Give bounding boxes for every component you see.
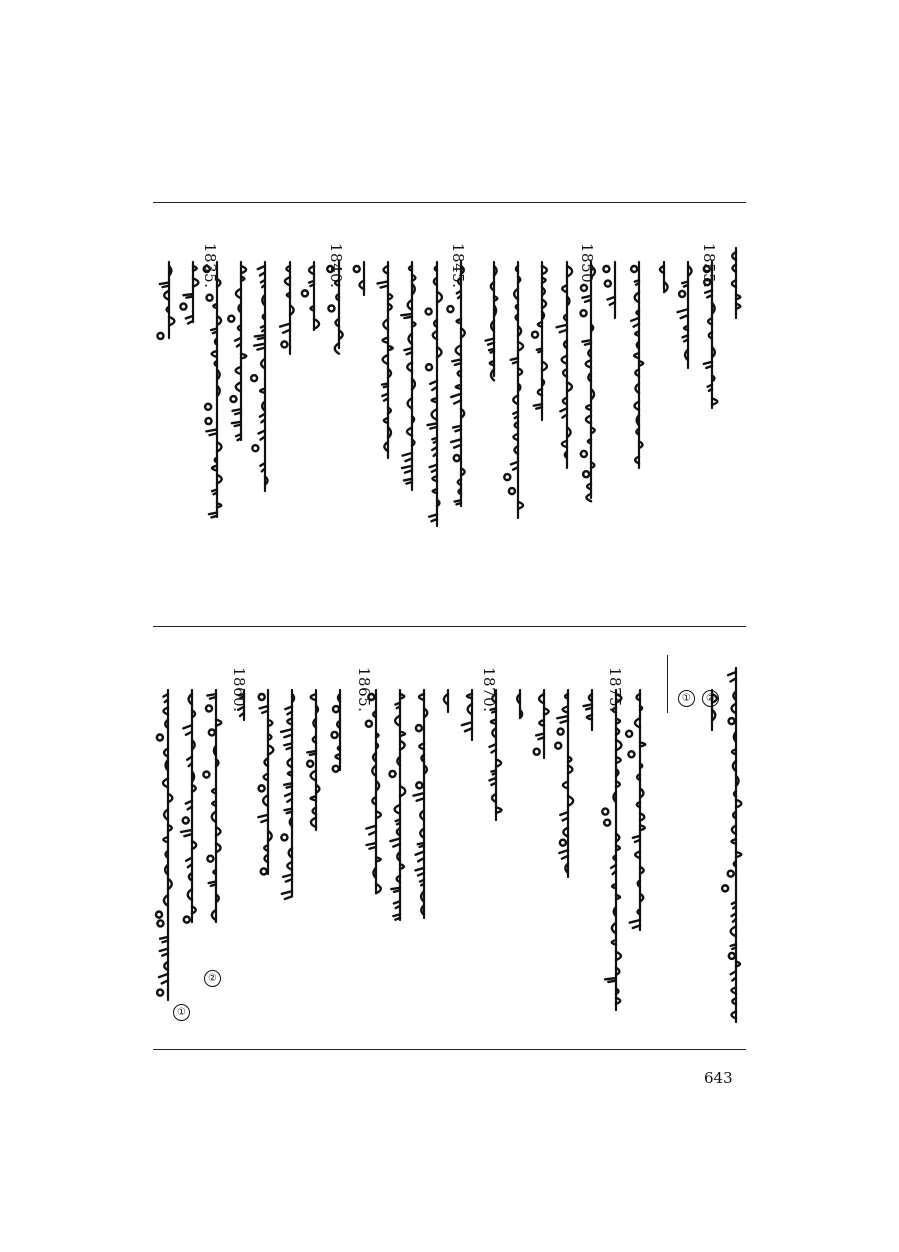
page-number: 643 <box>704 1069 733 1087</box>
line-number-1845: 1845. <box>449 243 467 289</box>
footnote-marker-1: ① <box>678 690 695 707</box>
line-number-1870: 1870. <box>480 667 498 713</box>
line-number-1840: 1840. <box>327 243 345 289</box>
line-number-1835: 1835. <box>201 243 219 289</box>
line-number-1860: 1860. <box>230 667 248 713</box>
inline-marker-2: ② <box>204 970 221 987</box>
line-number-1875: 1875. <box>606 667 624 713</box>
line-number-1850: 1850. <box>578 243 596 289</box>
line-number-1865: 1865. <box>355 667 373 713</box>
footnote-marker-2: ② <box>702 690 719 707</box>
inline-marker-1: ① <box>173 1004 190 1021</box>
line-number-1855: 1855. <box>700 243 718 289</box>
